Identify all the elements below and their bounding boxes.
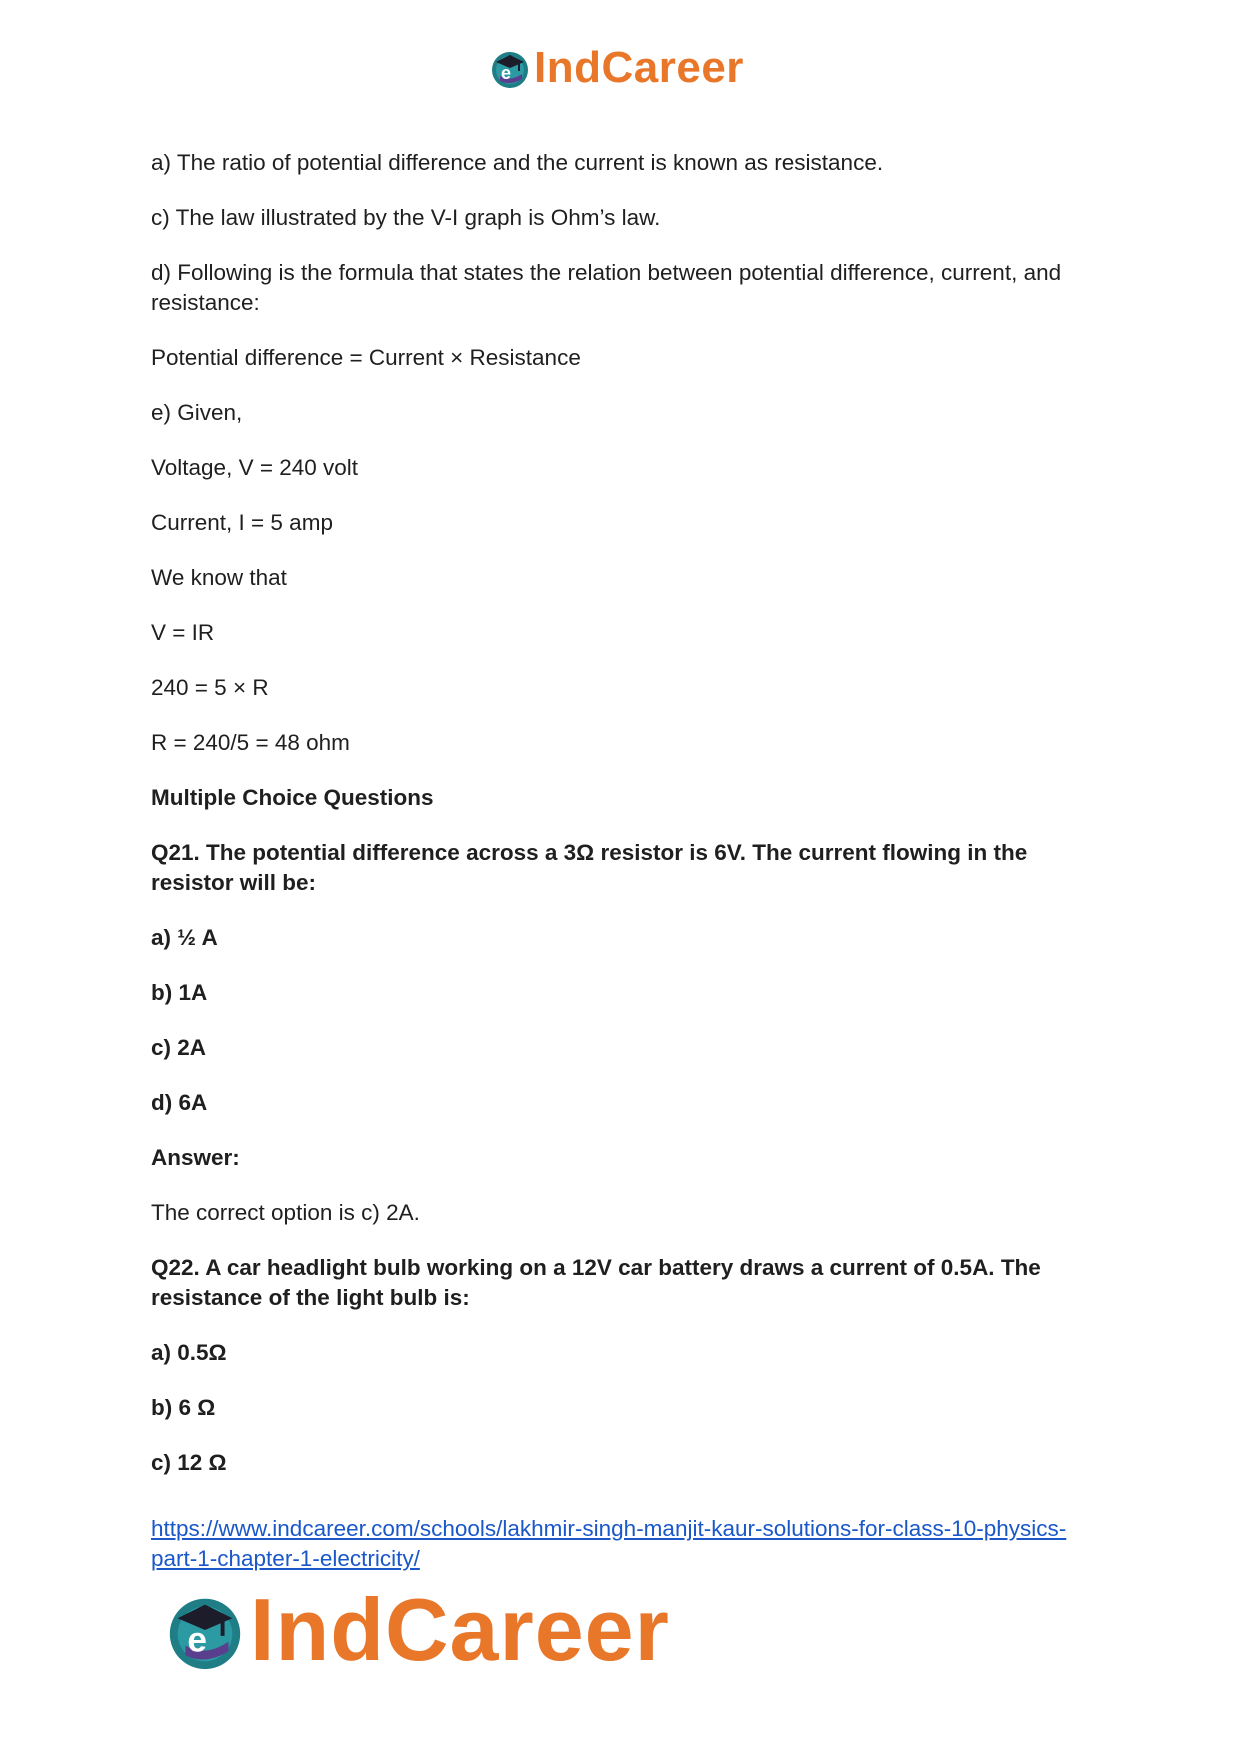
paragraph: V = IR xyxy=(151,620,215,645)
header-logo xyxy=(488,42,744,94)
bold-paragraph: Q21. The potential difference across a 3Ω resistor is 6V. The current flowing in the resistor will be: xyxy=(151,840,1028,895)
bold-paragraph: c) 12 Ω xyxy=(151,1450,227,1475)
paragraph: 240 = 5 × R xyxy=(151,675,269,700)
bold-paragraph: c) 2A xyxy=(151,1035,207,1060)
footer-logo-text: IndCareer xyxy=(250,1580,670,1679)
svg-text:e: e xyxy=(187,1620,207,1660)
paragraph: We know that xyxy=(151,565,287,590)
footer-link-block xyxy=(151,1514,1111,1574)
paragraph: d) Following is the formula that states the relation between potential difference, current, and resistance: xyxy=(151,260,1062,315)
header-logo-text: IndCareer xyxy=(534,43,744,92)
indcareer-logo-icon xyxy=(488,46,532,90)
bold-paragraph: d) 6A xyxy=(151,1090,208,1115)
source-link[interactable]: https://www.indcareer.com/schools/lakhmir-singh-manjit-kaur-solutions-for-class-10-physics-part-1-chapter-1-electricity/ xyxy=(151,1516,1067,1571)
indcareer-logo-icon xyxy=(162,1587,248,1673)
paragraph: The correct option is c) 2A. xyxy=(151,1200,420,1225)
bold-paragraph: b) 1A xyxy=(151,980,208,1005)
paragraph: R = 240/5 = 48 ohm xyxy=(151,730,350,755)
bold-paragraph: b) 6 Ω xyxy=(151,1395,216,1420)
footer-logo xyxy=(162,1580,670,1680)
bold-paragraph: a) ½ A xyxy=(151,925,218,950)
bold-paragraph: Q22. A car headlight bulb working on a 12V car battery draws a current of 0.5A. The resistance of the light bulb is: xyxy=(151,1255,1041,1310)
svg-text:e: e xyxy=(501,63,512,83)
paragraph: a) The ratio of potential difference and the current is known as resistance. xyxy=(151,150,884,175)
paragraph: c) The law illustrated by the V-I graph is Ohm’s law. xyxy=(151,205,661,230)
paragraph: Voltage, V = 240 volt xyxy=(151,455,359,480)
paragraph: Potential difference = Current × Resistance xyxy=(151,345,581,370)
bold-paragraph: Answer: xyxy=(151,1145,240,1170)
bold-paragraph: a) 0.5Ω xyxy=(151,1340,227,1365)
bold-paragraph: Multiple Choice Questions xyxy=(151,785,434,810)
document-content xyxy=(151,148,1091,1503)
paragraph: e) Given, xyxy=(151,400,243,425)
paragraph: Current, I = 5 amp xyxy=(151,510,333,535)
